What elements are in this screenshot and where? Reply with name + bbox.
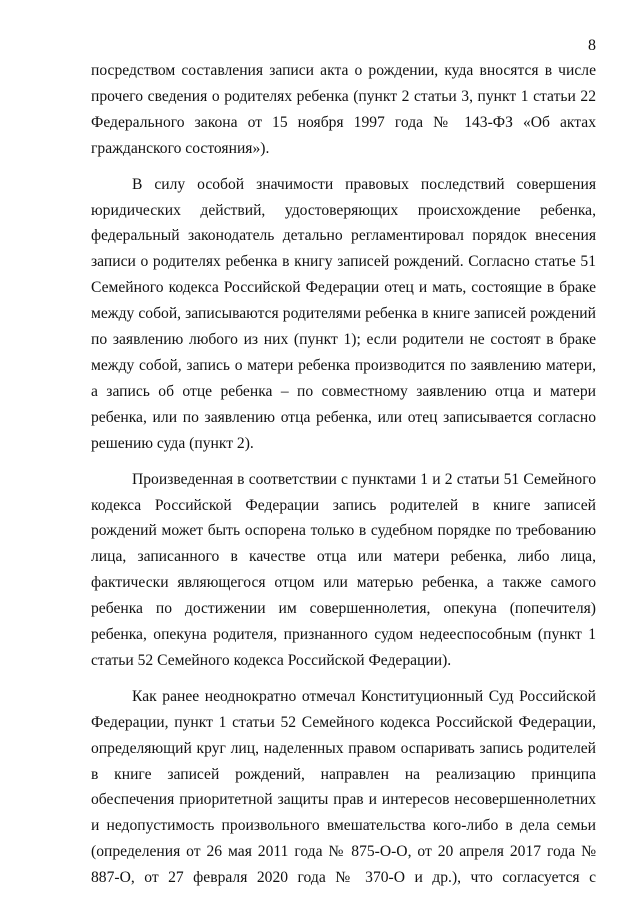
paragraph: Как ранее неоднократно отмечал Конституционный Суд Российской Федерации, пункт 1 статьи 52 Семейного кодекса Российской Федерации, определяющий круг лиц, наделенных правом оспаривать запись родителей в книге записей рождений, направлен на реализацию принципа обеспечения приоритетной защиты прав и интересов несовершеннолетних и недопустимость произвольного вмешательства кого-либо в дела семьи (определения от 26 мая 2011 года № 875-О-О, от 20 апреля 2017 года № 887-О, от 27 февраля 2020 года № 370-О и др.), что согласуется с <box>91 687 596 887</box>
paragraph-continuation: посредством составления записи акта о рождении, куда вносятся в числе прочего сведения о родителях ребенка (пункт 2 статьи 3, пункт 1 статьи 22 Федерального закона от 15 ноября 1997 года № 143-ФЗ «Об актах гражданского состояния»). <box>91 62 596 157</box>
paragraph: В силу особой значимости правовых последствий совершения юридических действий, удостоверяющих происхождение ребенка, федеральный законодатель детально регламентировал порядок внесения записи о родителях ребенка в книгу записей рождений. Согласно статье 51 Семейного кодекса Российской Федерации отец и мать, состоящие в браке между собой, записываются родителями ребенка в книге записей рождений по заявлению любого из них (пункт 1); если родители не состоят в браке между собой, запись о матери ребенка производится по заявлению матери, а запись об отце ребенка – по совместному заявлению отца и матери ребенка, или по заявлению отца ребенка, или отец записывается согласно решению суда (пункт 2). <box>91 175 596 452</box>
paragraph: Произведенная в соответствии с пунктами 1 и 2 статьи 51 Семейного кодекса Российской Федерации запись родителей в книге записей рождений может быть оспорена только в судебном порядке по требованию лица, записанного в качестве отца или матери ребенка, либо лица, фактически являющегося отцом или матерью ребенка, а также самого ребенка по достижении им совершеннолетия, опекуна (попечителя) ребенка, опекуна родителя, признанного судом недееспособным (пункт 1 статьи 52 Семейного кодекса Российской Федерации). <box>91 470 596 669</box>
document-body <box>91 58 596 901</box>
page-number: 8 <box>588 37 596 54</box>
